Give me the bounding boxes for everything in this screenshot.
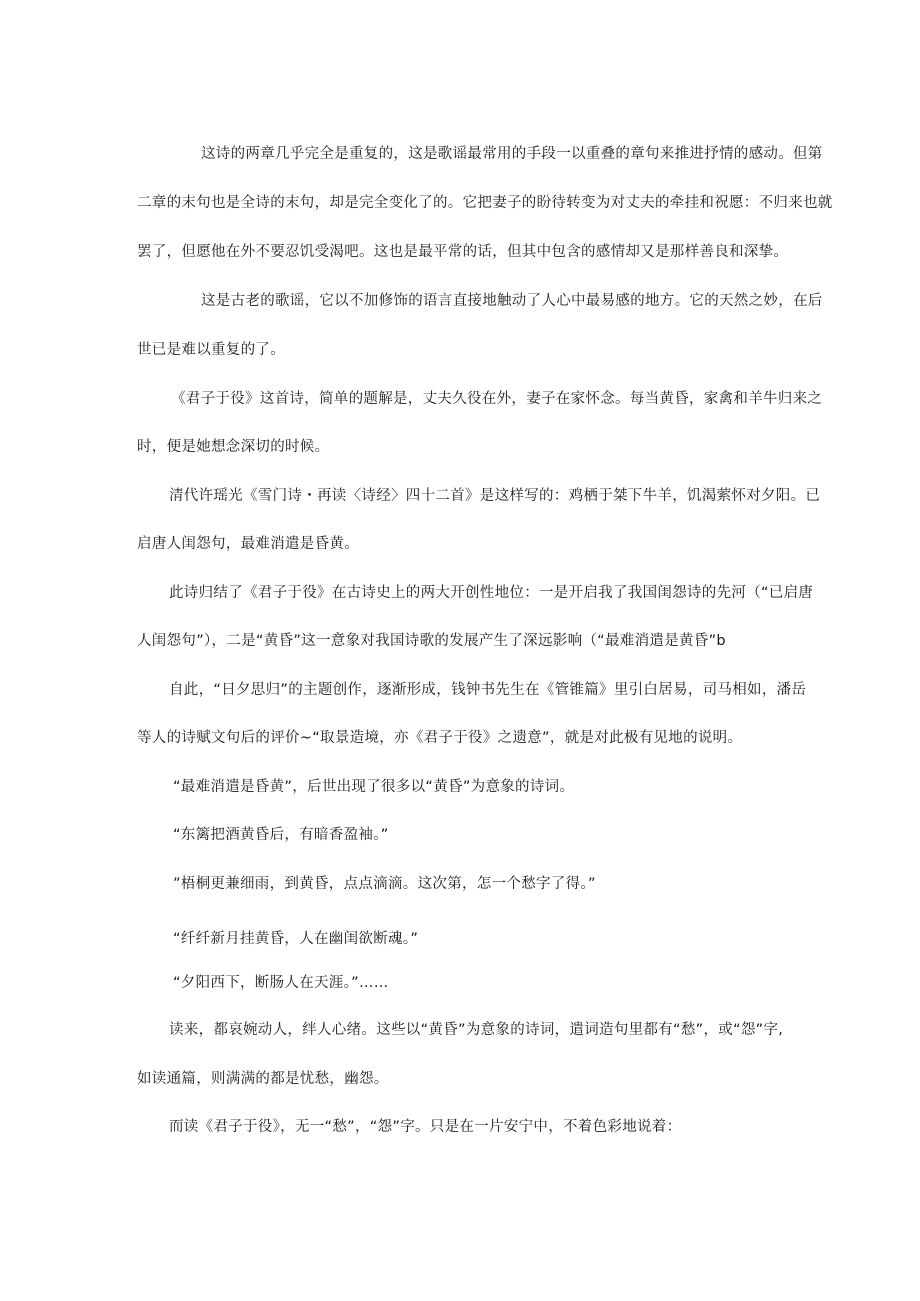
text-line: 时，便是她想念深切的时候。 <box>137 439 330 455</box>
text-line: “东篱把酒黄昏后，有暗香盈袖。” <box>173 827 389 843</box>
text-line: ”梧桐更兼细雨，到黄昏，点点滴滴。这次第，怎一个愁字了得。” <box>173 876 596 892</box>
text-line: 人闺怨句”），二是“黄昏”这一意象对我国诗歌的发展产生了深远影响（“最难消遣是黄昏”b <box>137 633 726 649</box>
text-line: 读来，都哀婉动人，绊人心绪。这些以“黄昏”为意象的诗词，遣词造句里都有“愁”，或“怨”字, <box>169 1022 784 1038</box>
text-line: “夕阳西下，断肠人在天涯。”…… <box>173 975 389 991</box>
text-line: 清代许瑶光《雪门诗・再读〈诗经〉四十二首》是这样写的：鸡栖于桀下牛羊，饥渴萦怀对夕阳。已 <box>169 488 821 504</box>
text-line: 这诗的两章几乎完全是重复的，这是歌谣最常用的手段一以重叠的章句来推进抒情的感动。但第 <box>201 146 823 162</box>
text-line: 这是古老的歌谣，它以不加修饰的语言直接地触动了人心中最易感的地方。它的天然之妙，在后 <box>201 293 823 309</box>
text-line: 而读《君子于役》，无一“愁”，“怨”字。只是在一片安宁中，不着色彩地说着： <box>169 1119 682 1135</box>
text-line: 此诗归结了《君子于役》在古诗史上的两大开创性地位：一是开启我了我国闺怨诗的先河（“已启唐 <box>169 585 814 601</box>
text-line: “纤纤新月挂黄昏，人在幽闺欲断魂。” <box>173 931 419 947</box>
text-line: 如读通篇，则满满的都是忧愁，幽怨。 <box>137 1071 389 1087</box>
text-line: 世已是难以重复的了。 <box>137 342 285 358</box>
text-line: 《君子于役》这首诗，简单的题解是，丈夫久役在外，妻子在家怀念。每当黄昏，家禽和羊牛归来之 <box>171 391 823 407</box>
text-line: “最难消遣是昏黄”，后世出现了很多以“黄昏”为意象的诗词。 <box>173 779 575 795</box>
text-line: 启唐人闺怨句，最难消遣是昏黄。 <box>137 536 359 552</box>
text-line: 二章的末句也是全诗的末句，却是完全变化了的。它把妻子的盼待转变为对丈夫的牵挂和祝愿：不归来也就 <box>137 195 833 211</box>
text-line: 自此，“日夕思归”的主题创作，逐渐形成，钱钟书先生在《管锥篇》里引白居易，司马相如，潘岳 <box>169 682 807 698</box>
text-line: 罢了，但愿他在外不要忍饥受渴吧。这也是最平常的话，但其中包含的感情却又是那样善良和深挚。 <box>137 244 789 260</box>
text-line: 等人的诗赋文句后的评价~“取景造境，亦《君子于役》之遗意”，就是对此极有见地的说明。 <box>137 730 743 746</box>
